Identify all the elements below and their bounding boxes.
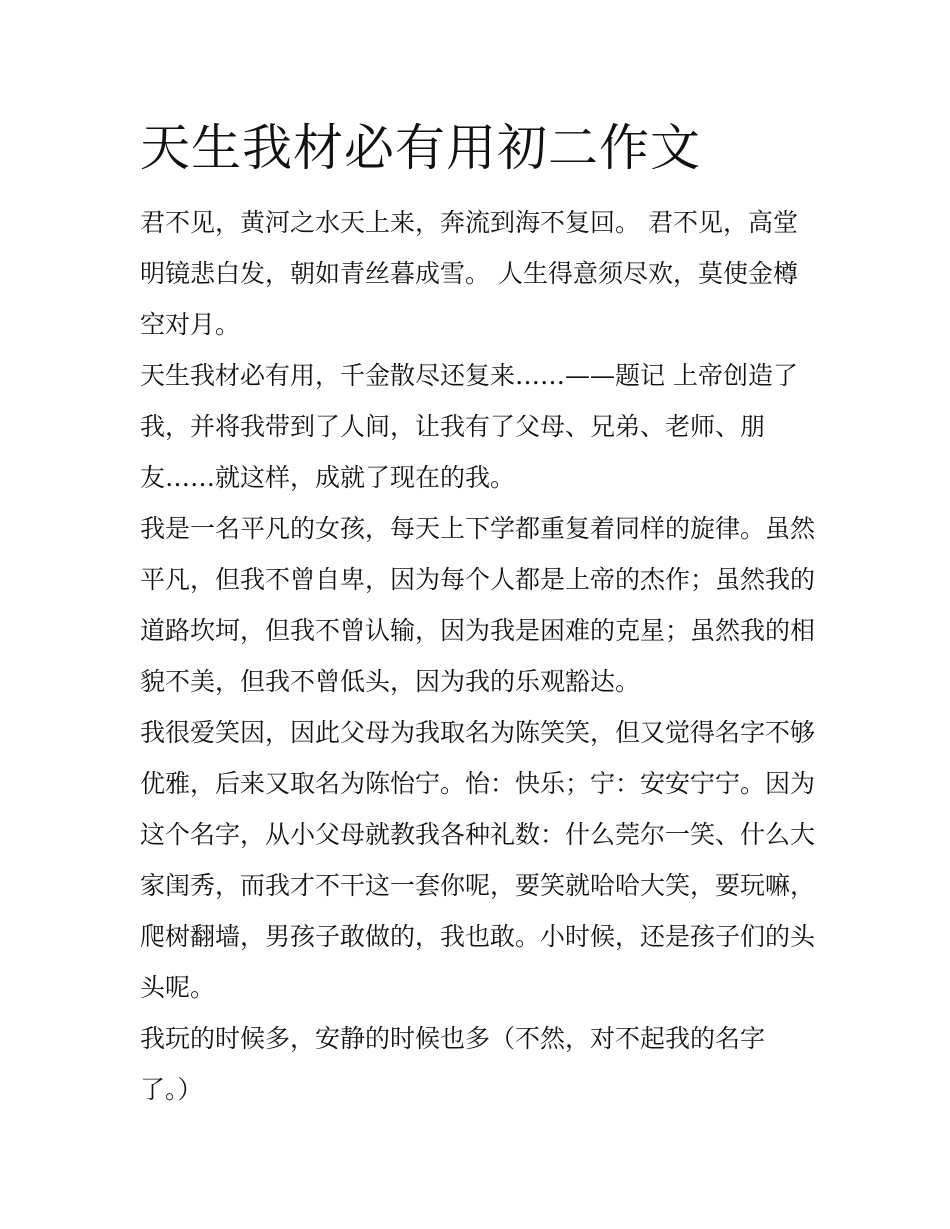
text-line: 头呢。 — [140, 973, 216, 1002]
text-line: 道路坎坷，但我不曾认输，因为我是困难的克星；虽然我的相 — [140, 616, 816, 645]
text-line: 我很爱笑因，因此父母为我取名为陈笑笑，但又觉得名字不够 — [140, 718, 816, 747]
text-line: 这个名字，从小父母就教我各种礼数：什么莞尔一笑、什么大 — [140, 820, 816, 849]
paragraph-4 — [140, 707, 820, 1013]
paragraph-1 — [140, 197, 820, 350]
document-title: 天生我材必有用初二作文 — [140, 119, 701, 177]
text-line: 明镜悲白发，朝如青丝暮成雪。 人生得意须尽欢，莫使金樽 — [140, 259, 798, 288]
text-line: 我是一名平凡的女孩，每天上下学都重复着同样的旋律。虽然 — [140, 514, 816, 543]
text-line: 了。） — [140, 1075, 203, 1104]
text-line: 空对月。 — [140, 310, 241, 339]
paragraph-5 — [140, 1013, 820, 1115]
text-line: 爬树翻墙，男孩子敢做的，我也敢。小时候，还是孩子们的头 — [140, 922, 816, 951]
text-line: 平凡，但我不曾自卑，因为每个人都是上帝的杰作；虽然我的 — [140, 565, 816, 594]
document-body — [140, 197, 820, 1115]
text-line: 貌不美，但我不曾低头，因为我的乐观豁达。 — [140, 667, 641, 696]
paragraph-3 — [140, 503, 820, 707]
text-line: 优雅，后来又取名为陈怡宁。怡：快乐；宁：安安宁宁。因为 — [140, 769, 816, 798]
text-line: 我，并将我带到了人间，让我有了父母、兄弟、老师、朋 — [140, 412, 766, 441]
text-line: 天生我材必有用，千金散尽还复来……——题记 上帝创造了 — [140, 361, 798, 390]
text-line: 君不见，黄河之水天上来，奔流到海不复回。 君不见，高堂 — [140, 208, 798, 237]
text-line: 友……就这样，成就了现在的我。 — [140, 463, 516, 492]
text-line: 我玩的时候多，安静的时候也多（不然，对不起我的名字 — [140, 1024, 766, 1053]
paragraph-2 — [140, 350, 820, 503]
text-line: 家闺秀，而我才不干这一套你呢，要笑就哈哈大笑，要玩嘛， — [140, 871, 816, 900]
